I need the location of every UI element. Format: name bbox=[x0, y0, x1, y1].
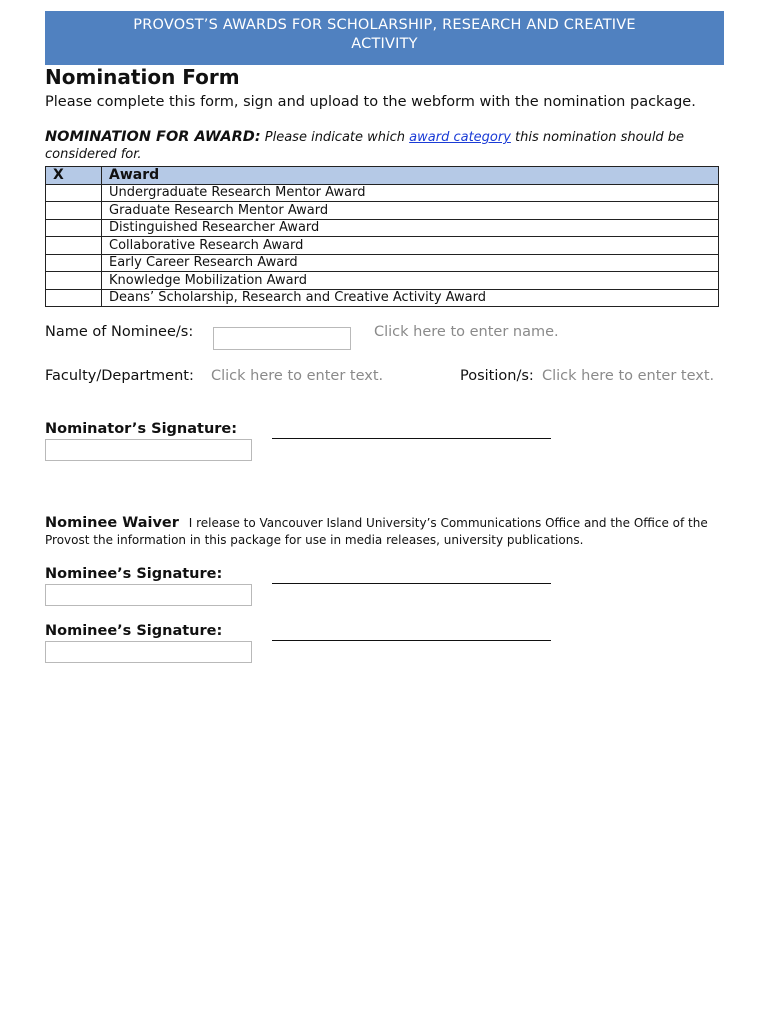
table-row bbox=[46, 202, 719, 220]
award-name: Deans’ Scholarship, Research and Creative Activity Award bbox=[102, 289, 719, 307]
position-field[interactable]: Click here to enter text. bbox=[542, 368, 715, 384]
nominee-signature-line-2[interactable] bbox=[272, 640, 551, 641]
nominee-signature-label-2: Nominee’s Signature: bbox=[45, 623, 223, 639]
award-select-cell[interactable] bbox=[46, 237, 102, 255]
nomination-text-before: Please indicate which bbox=[264, 130, 406, 145]
column-header-x: X bbox=[46, 167, 102, 185]
nominator-signature-line[interactable] bbox=[272, 438, 551, 439]
nominee-name-placeholder[interactable]: Click here to enter name. bbox=[374, 324, 559, 340]
award-category-link[interactable]: award category bbox=[409, 130, 511, 145]
nominee-signature-label: Nominee’s Signature: bbox=[45, 566, 223, 582]
banner-title-line2: ACTIVITY bbox=[351, 36, 418, 52]
award-name: Distinguished Researcher Award bbox=[102, 219, 719, 237]
table-row bbox=[46, 237, 719, 255]
nominee-signature-field[interactable] bbox=[45, 584, 252, 606]
nominee-name-label: Name of Nominee/s: bbox=[45, 324, 194, 340]
nominator-signature-label: Nominator’s Signature: bbox=[45, 421, 238, 437]
awards-table-header bbox=[46, 167, 719, 185]
award-select-cell[interactable] bbox=[46, 289, 102, 307]
award-select-cell[interactable] bbox=[46, 272, 102, 290]
column-header-award: Award bbox=[102, 167, 719, 185]
award-name: Knowledge Mobilization Award bbox=[102, 272, 719, 290]
intro-text: Please complete this form, sign and upload to the webform with the nomination package. bbox=[45, 94, 696, 110]
waiver-title: Nominee Waiver bbox=[45, 515, 179, 531]
faculty-department-label: Faculty/Department: bbox=[45, 368, 194, 384]
faculty-department-field[interactable]: Click here to enter text. bbox=[211, 368, 384, 384]
table-row bbox=[46, 219, 719, 237]
award-name: Early Career Research Award bbox=[102, 254, 719, 272]
award-select-cell[interactable] bbox=[46, 219, 102, 237]
award-name: Graduate Research Mentor Award bbox=[102, 202, 719, 220]
award-select-cell[interactable] bbox=[46, 254, 102, 272]
nominee-signature-field-2[interactable] bbox=[45, 641, 252, 663]
nomination-instructions bbox=[45, 129, 735, 163]
nominee-signature-line[interactable] bbox=[272, 583, 551, 584]
nominee-name-input[interactable] bbox=[213, 327, 351, 350]
position-label: Position/s: bbox=[460, 368, 534, 384]
banner-title-line1: PROVOST’S AWARDS FOR SCHOLARSHIP, RESEARCH AND CREATIVE bbox=[133, 17, 636, 33]
nominator-signature-field[interactable] bbox=[45, 439, 252, 461]
awards-table bbox=[45, 166, 719, 307]
table-row bbox=[46, 289, 719, 307]
table-row bbox=[46, 254, 719, 272]
table-row bbox=[46, 184, 719, 202]
award-name: Collaborative Research Award bbox=[102, 237, 719, 255]
table-row bbox=[46, 272, 719, 290]
page-title: Nomination Form bbox=[45, 65, 240, 89]
award-select-cell[interactable] bbox=[46, 202, 102, 220]
nomination-text-after: this nomination should be considered for. bbox=[45, 130, 685, 162]
header-banner bbox=[45, 11, 724, 65]
nomination-lead: NOMINATION FOR AWARD: bbox=[45, 129, 261, 145]
award-select-cell[interactable] bbox=[46, 184, 102, 202]
award-name: Undergraduate Research Mentor Award bbox=[102, 184, 719, 202]
waiver-text: I release to Vancouver Island University’s Communications Office and the Office of the Provost the information in this package for use in media releases, university publications. bbox=[45, 516, 708, 547]
nominee-waiver bbox=[45, 515, 735, 549]
